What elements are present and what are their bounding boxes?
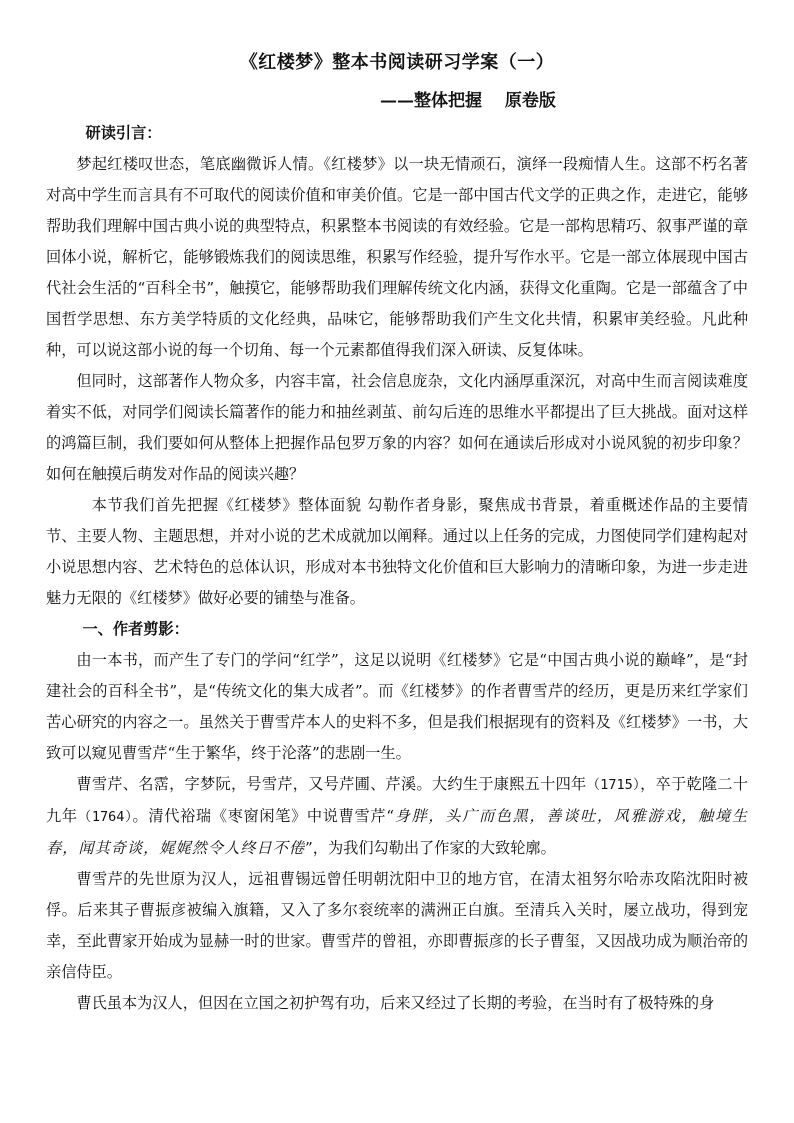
text-run: ”，为我们勾勒出了作家的大致轮廓。 — [305, 839, 556, 857]
death-year: （1764） — [77, 809, 133, 825]
section-1-paragraph-1: 由一本书，而产生了专门的学问“红学”，这足以说明《红楼梦》它是“中国古典小说的巅峰”，是“封建社会的百科全书”，是“传统文化的集大成者”。而《红楼梦》的作者曹雪芹的经历，更是历来红学家们苦心研究的内容之一。虽然关于曹雪芹本人的史料不多，但是我们根据现有的资料及《红楼梦》一书，大致可以窥见曹雪芹“生于繁华，终于沦落”的悲剧一生。 — [46, 651, 748, 762]
section-1-heading: 一、作者剪影： — [82, 620, 189, 638]
section-1-paragraph-2 — [46, 769, 748, 864]
intro-paragraph-1: 梦起红楼叹世态，笔底幽微诉人情。《红楼梦》以一块无情顽石，演绎一段痴情人生。这部不朽名著对高中学生而言具有不可取代的阅读价值和审美价值。它是一部中国古代文学的正典之作，走进它，能够帮助我们理解中国古典小说的典型特点，积累整本书阅读的有效经验。它是一部构思精巧、叙事严谨的章回体小说，解析它，能够锻炼我们的阅读思维，积累写作经验，提升写作水平。它是一部立体展现中国古代社会生活的“百科全书”，触摸它，能够帮助我们理解传统文化内涵，获得文化重陶。它是一部蕴含了中国哲学思想、东方美学特质的文化经典，品味它，能够帮助我们产生文化共情，积累审美经验。凡此种种，可以说这部小说的每一个切角、每一个元素都值得我们深入研读、反复体味。 — [46, 155, 748, 359]
document-body — [46, 118, 748, 1019]
text-run: 。清代裕瑞《枣窗闲笔》中说曹雪芹“ — [132, 807, 394, 825]
text-run: ，卒于乾隆二十九年 — [46, 775, 749, 825]
section-1-paragraph-4: 曹氏虽本为汉人，但因在立国之初护驾有功，后来又经过了长期的考验，在当时有了极特殊的身 — [76, 994, 715, 1012]
quoted-description: 身胖，头广而色黑，善谈吐，风雅游戏，触境生春，闻其奇谈，娓娓然令人终日不倦 — [46, 807, 749, 857]
birth-year: （1715） — [586, 777, 641, 793]
intro-paragraph-3: 本节我们首先把握《红楼梦》整体面貌 勾勒作者身影，聚焦成书背景，着重概述作品的主要情节、主要人物、主题思想，并对小说的艺术成就加以阐释。通过以上任务的完成，力图使同学们建构起对小说思想内容、艺术特色的总体认识，形成对本书独特文化价值和巨大影响力的清晰印象，为进一步走进魅力无限的《红楼梦》做好必要的铺垫与准备。 — [46, 496, 748, 607]
intro-heading: 研读引言： — [85, 124, 162, 142]
document-subtitle: ——整体把握 原卷版 — [380, 91, 556, 111]
intro-paragraph-2: 但同时，这部著作人物众多，内容丰富，社会信息庞杂，文化内涵厚重深沉，对高中生而言阅读难度着实不低，对同学们阅读长篇著作的能力和抽丝剥茧、前勾后连的思维水平都提出了巨大挑战。面对这样的鸿篇巨制，我们要如何从整体上把握作品包罗万象的内容？如何在通读后形成对小说风貌的初步印象？如何在触摸后萌发对作品的阅读兴趣？ — [46, 372, 748, 483]
section-1-paragraph-3: 曹雪芹的先世原为汉人，远祖曹锡远曾任明朝沈阳中卫的地方官，在清太祖努尔哈赤攻陷沈阳时被俘。后来其子曹振彦被编入旗籍，又入了多尔衮统率的满洲正白旗。至清兵入关时，屡立战功，得到宠幸，至此曹家开始成为显赫一时的世家。曹雪芹的曾祖，亦即曹振彦的长子曹玺，又因战功成为顺治帝的亲信侍臣。 — [46, 870, 748, 981]
document-title: 《红楼梦》整本书阅读研习学案（一） — [239, 52, 555, 73]
text-run: 曹雪芹、名霑，字梦阮，号雪芹，又号芹圃、芹溪。大约生于康熙五十四年 — [76, 775, 587, 793]
